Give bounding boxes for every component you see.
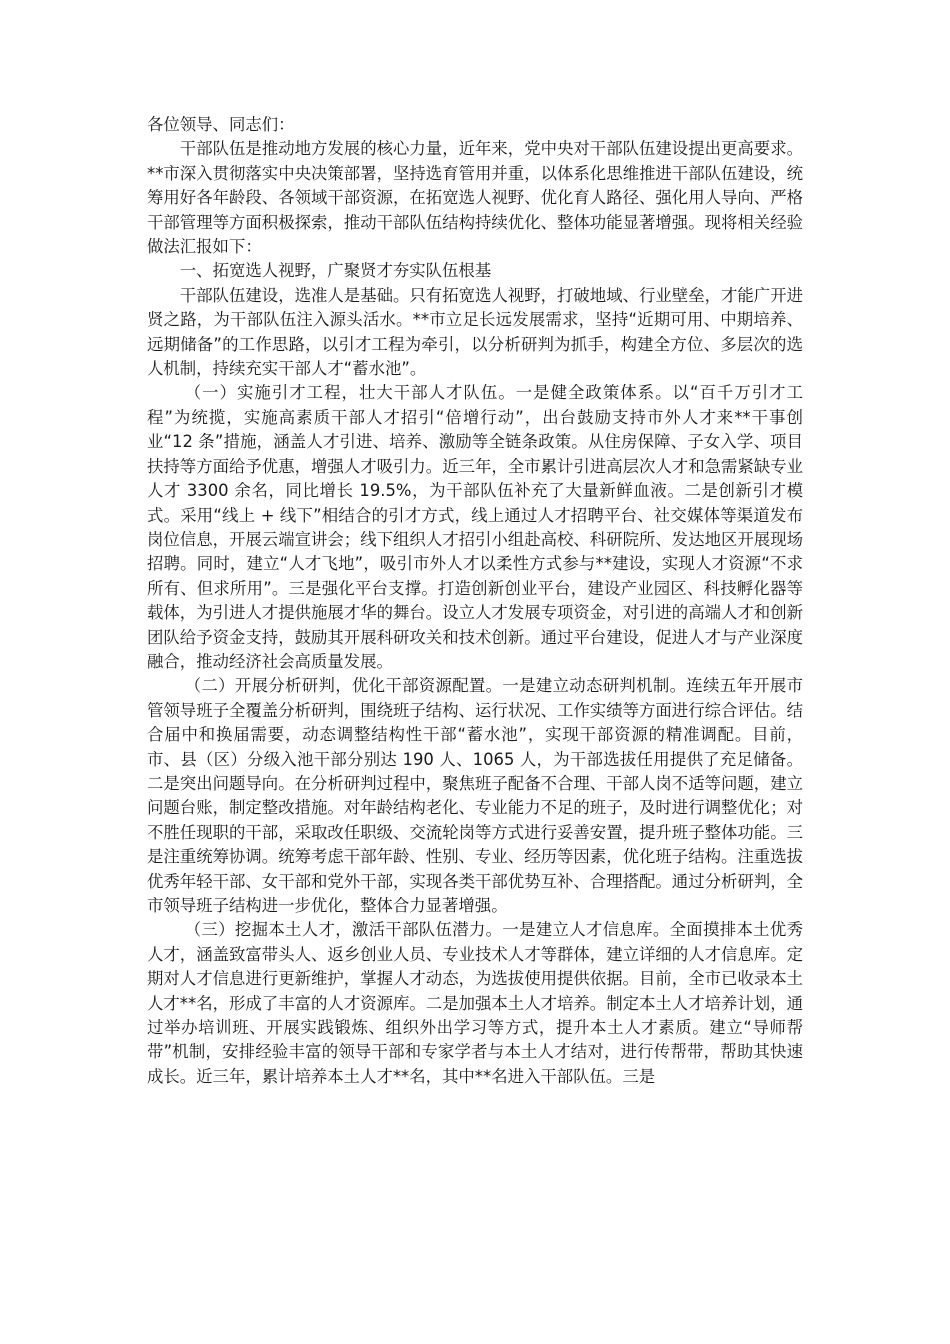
salutation: 各位领导、同志们： [147, 115, 295, 134]
subsection-1-paragraph: （一）实施引才工程，壮大干部人才队伍。一是健全政策体系。以“百千万引才工程”为统揽，实施高素质干部人才招引“倍增行动”，出台鼓励支持市外人才来**干事创业“12 条”措施，涵盖人才引进、培养、激励等全链条政策。从住房保障、子女入学、项目扶持等方面给予优惠，增强人才吸引力。近三年，全市累计引进高层次人才和急需紧缺专业人才 3300 余名，同比增长 19.5%，为干部队伍补充了大量新鲜血液。二是创新引才模式。采用“线上 + 线下”相结合的引才方式，线上通过人才招聘平台、社交媒体等渠道发布岗位信息，开展云端宣讲会；线下组织人才招引小组赴高校、科研院所、发达地区开展现场招聘。同时，建立“人才飞地”，吸引市外人才以柔性方式参与**建设，实现人才资源“不求所有、但求所用”。三是强化平台支撑。打造创新创业平台，建设产业园区、科技孵化器等载体，为引进人才提供施展才华的舞台。设立人才发展专项资金，对引进的高端人才和创新团队给予资金支持，鼓励其开展科研攻关和技术创新。通过平台建设，促进人才与产业深度融合，推动经济社会高质量发展。 [147, 383, 803, 671]
section-1-paragraph: 干部队伍建设，选准人是基础。只有拓宽选人视野，打破地域、行业壁垒，才能广开进贤之路，为干部队伍注入源头活水。**市立足长远发展需求，坚持“近期可用、中期培养、远期储备”的工作思路，以引才工程为牵引，以分析研判为抓手，构建全方位、多层次的选人机制，持续充实干部人才“蓄水池”。 [147, 285, 803, 379]
subsection-3-paragraph: （三）挖掘本土人才，激活干部队伍潜力。一是建立人才信息库。全面摸排本土优秀人才，涵盖致富带头人、返乡创业人员、专业技术人才等群体，建立详细的人才信息库。定期对人才信息进行更新维护，掌握人才动态，为选拔使用提供依据。目前，全市已收录本土人才**名，形成了丰富的人才资源库。二是加强本土人才培养。制定本土人才培养计划，通过举办培训班、开展实践锻炼、组织外出学习等方式，提升本土人才素质。建立“导师帮带”机制，安排经验丰富的领导干部和专家学者与本土人才结对，进行传帮带，帮助其快速成长。近三年，累计培养本土人才**名，其中**名进入干部队伍。三是 [147, 920, 803, 1086]
section-heading-1: 一、拓宽选人视野，广聚贤才夯实队伍根基 [179, 261, 492, 281]
intro-paragraph: 干部队伍是推动地方发展的核心力量，近年来，党中央对干部队伍建设提出更高要求。**市深入贯彻落实中央决策部署，坚持选育管用并重，以体系化思维推进干部队伍建设，统筹用好各年龄段、各领域干部资源，在拓宽选人视野、优化育人路径、强化用人导向、严格干部管理等方面积极探索，推动干部队伍结构持续优化、整体功能显著增强。现将相关经验做法汇报如下： [147, 139, 803, 257]
subsection-2-paragraph: （二）开展分析研判，优化干部资源配置。一是建立动态研判机制。连续五年开展市管领导班子全覆盖分析研判，围绕班子结构、运行状况、工作实绩等方面进行综合评估。结合届中和换届需要，动态调整结构性干部“蓄水池”，实现干部资源的精准调配。目前，市、县（区）分级入池干部分别达 190 人、1065 人，为干部选拔任用提供了充足储备。二是突出问题导向。在分析研判过程中，聚焦班子配备不合理、干部人岗不适等问题，建立问题台账，制定整改措施。对年龄结构老化、专业能力不足的班子，及时进行调整优化；对不胜任现职的干部，采取改任职级、交流轮岗等方式进行妥善安置，提升班子整体功能。三是注重统筹协调。统筹考虑干部年龄、性别、专业、经历等因素，优化班子结构。注重选拔优秀年轻干部、女干部和党外干部，实现各类干部优势互补、合理搭配。通过分析研判，全市领导班子结构进一步优化，整体合力显著增强。 [147, 676, 803, 915]
document-page [147, 113, 803, 1089]
